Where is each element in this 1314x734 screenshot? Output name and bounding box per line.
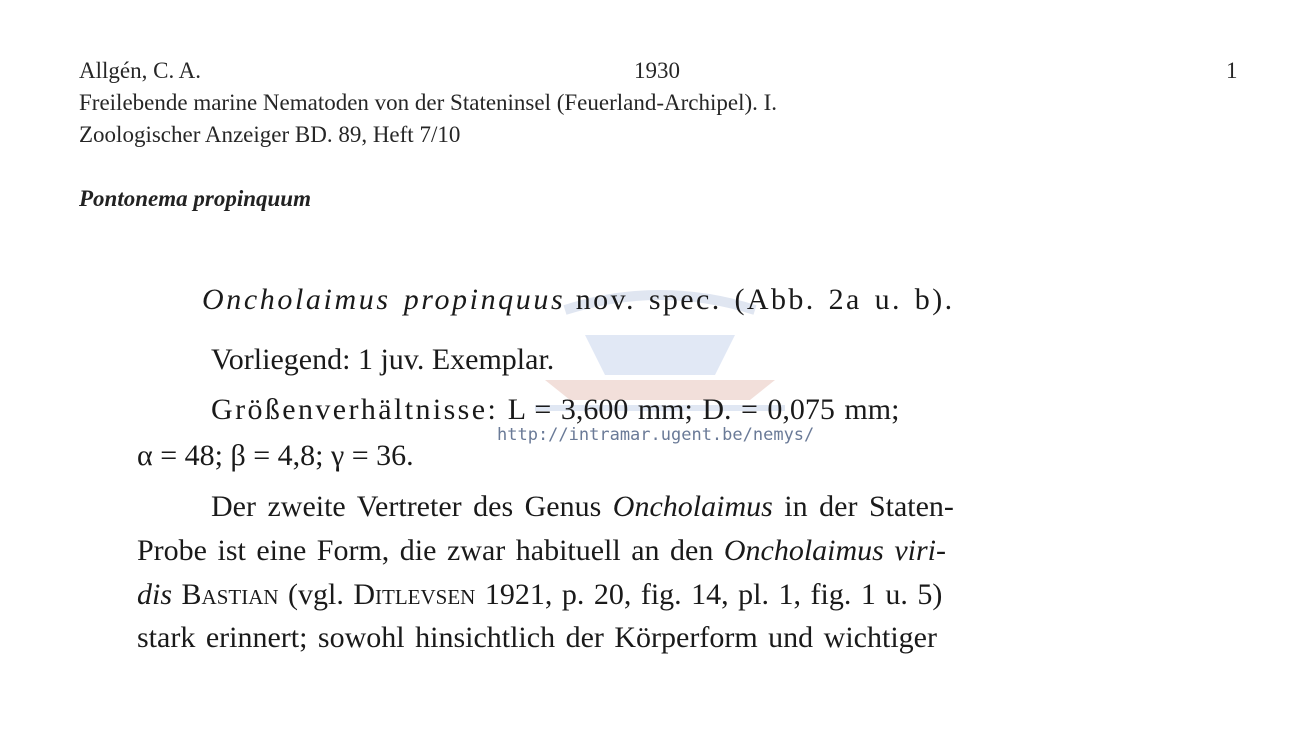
watermark-url: http://intramar.ugent.be/nemys/	[497, 425, 815, 445]
species-name-end: dis	[137, 578, 173, 611]
species-title-name: Oncholaimus propinquus	[202, 283, 566, 316]
material-line	[211, 345, 554, 375]
sizes-value: L = 3,600 mm; D. = 0,075 mm;	[507, 393, 900, 426]
species-name: Oncholaimus viri-	[723, 534, 946, 567]
text-span: Probe ist eine Form, die zwar habituell an den	[137, 534, 714, 567]
text-span: (vgl.	[288, 578, 344, 611]
species-title-line	[202, 285, 954, 315]
sizes-label: Größenverhältnisse:	[211, 393, 499, 426]
species-heading: Pontonema propinquum	[79, 186, 311, 211]
paragraph-line-3	[137, 580, 942, 610]
author-name: Ditlevsen	[353, 578, 476, 611]
citation-author: Allgén, C. A.	[79, 58, 202, 83]
citation-year: 1930	[634, 58, 680, 83]
text-span: in der Staten-	[784, 490, 954, 523]
species-title-rest: nov. spec. (Abb. 2a u. b).	[575, 283, 955, 316]
material-value: 1 juv. Exemplar.	[357, 343, 555, 376]
citation-journal: Zoologischer Anzeiger BD. 89, Heft 7/10	[79, 122, 461, 147]
sizes-line	[211, 395, 899, 425]
author-name: Bastian	[181, 578, 279, 611]
material-label: Vorliegend:	[211, 343, 351, 376]
paragraph-line-1	[211, 492, 954, 522]
page-number: 1	[1226, 58, 1238, 83]
paragraph-line-4: stark erinnert; sowohl hinsichtlich der Körperform und wichtiger	[137, 621, 937, 654]
text-span: 1921, p. 20, fig. 14, pl. 1, fig. 1 u. 5)	[484, 578, 943, 611]
citation-title: Freilebende marine Nematoden von der Stateninsel (Feuerland-Archipel). I.	[79, 90, 778, 115]
paragraph-line-2	[137, 536, 946, 566]
ratios-line: α = 48; β = 4,8; γ = 36.	[137, 439, 414, 472]
genus-name: Oncholaimus	[612, 490, 773, 523]
text-span: Der zweite Vertreter des Genus	[211, 490, 602, 523]
